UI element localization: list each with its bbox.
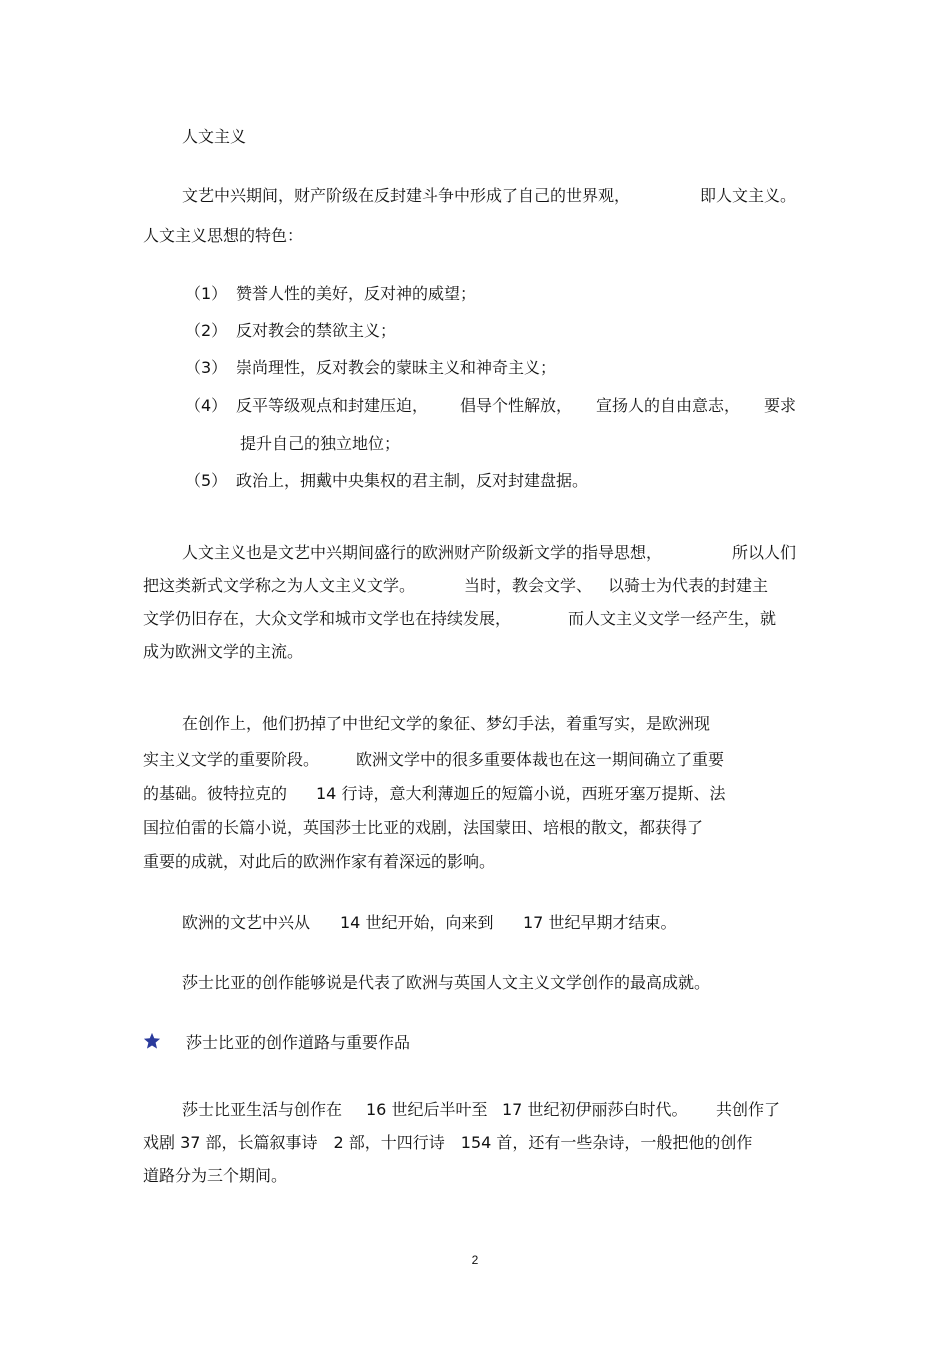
para2-l1b: 所以人们 — [732, 543, 797, 562]
para6-l1b: 16 世纪后半叶至 — [366, 1100, 488, 1119]
feature-4-text-b: 倡导个性解放， — [460, 396, 573, 415]
para1-line2: 人文主义思想的特色： — [143, 226, 304, 245]
para6-l1c: 17 世纪初伊丽莎白时代。 — [502, 1100, 688, 1119]
para2-l3b: 而人文主义文学一经产生，就 — [568, 609, 777, 628]
heading: 人文主义 — [182, 127, 247, 146]
para6-l2: 戏剧 37 部，长篇叙事诗 2 部，十四行诗 154 首，还有一些杂诗，一般把他的创作 — [143, 1133, 753, 1152]
star-bullet-icon — [143, 1032, 161, 1050]
para1-line1a: 文艺中兴期间，财产阶级在反封建斗争中形成了自己的世界观， — [182, 186, 631, 205]
para3-l2b: 欧洲文学中的很多重要体裁也在这一期间确立了重要 — [356, 750, 725, 769]
section-title: 莎士比亚的创作道路与重要作品 — [186, 1033, 411, 1052]
para4-b: 14 世纪开始，向来到 — [340, 913, 494, 932]
feature-2-num: （2） — [185, 321, 228, 340]
page-number: 2 — [471, 1253, 479, 1267]
feature-4-cont: 提升自己的独立地位； — [240, 434, 401, 453]
feature-4-num: （4） — [185, 396, 228, 415]
para6-l1a: 莎士比亚生活与创作在 — [182, 1100, 343, 1119]
para5: 莎士比亚的创作能够说是代表了欧洲与英国人文主义文学创作的最高成就。 — [182, 973, 711, 992]
para2-l2a: 把这类新式文学称之为人文主义文学。 — [143, 576, 416, 595]
para6-l1d: 共创作了 — [716, 1100, 781, 1119]
feature-5-num: （5） — [185, 471, 228, 490]
para2-l2c: 以骑士为代表的封建主 — [608, 576, 769, 595]
para3-l5: 重要的成就，对此后的欧洲作家有着深远的影响。 — [143, 852, 496, 871]
para3-l1: 在创作上，他们扔掉了中世纪文学的象征、梦幻手法，着重写实，是欧洲现 — [182, 714, 711, 733]
para4-c: 17 世纪早期才结束。 — [523, 913, 677, 932]
para3-l2a: 实主义文学的重要阶段。 — [143, 750, 320, 769]
feature-2-text: 反对教会的禁欲主义； — [236, 321, 397, 340]
para3-l3b: 14 行诗，意大利薄迦丘的短篇小说，西班牙塞万提斯、法 — [316, 784, 726, 803]
feature-3-num: （3） — [185, 358, 228, 377]
feature-3-text: 崇尚理性，反对教会的蒙昧主义和神奇主义； — [236, 358, 557, 377]
feature-1-num: （1） — [185, 284, 228, 303]
feature-1-text: 赞誉人性的美好，反对神的威望； — [236, 284, 477, 303]
para4-a: 欧洲的文艺中兴从 — [182, 913, 311, 932]
feature-4-text-a: 反平等级观点和封建压迫， — [236, 396, 429, 415]
para2-l3a: 文学仍旧存在，大众文学和城市文学也在持续发展， — [143, 609, 512, 628]
para2-l2b: 当时，教会文学、 — [464, 576, 593, 595]
feature-4-text-d: 要求 — [764, 396, 797, 415]
para3-l4: 国拉伯雷的长篇小说，英国莎士比亚的戏剧，法国蒙田、培根的散文，都获得了 — [143, 818, 704, 837]
para6-l3: 道路分为三个期间。 — [143, 1166, 288, 1185]
para2-l4: 成为欧洲文学的主流。 — [143, 642, 304, 661]
feature-4-text-c: 宣扬人的自由意志， — [596, 396, 741, 415]
para2-l1a: 人文主义也是文艺中兴期间盛行的欧洲财产阶级新文学的指导思想， — [182, 543, 663, 562]
para1-line1b: 即人文主义。 — [700, 186, 797, 205]
para3-l3a: 的基础。彼特拉克的 — [143, 784, 288, 803]
feature-5-text: 政治上，拥戴中央集权的君主制，反对封建盘据。 — [236, 471, 589, 490]
